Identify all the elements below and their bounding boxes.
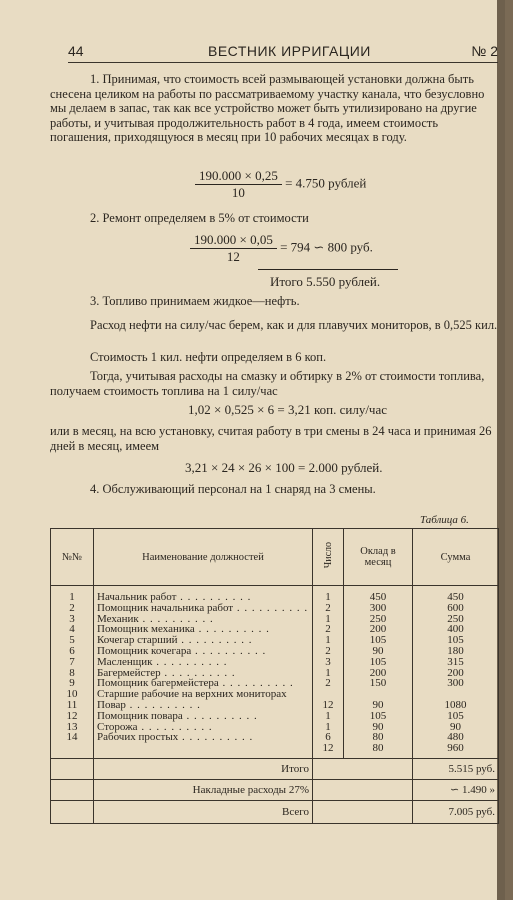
row-count: 2 [325,623,331,636]
row-no: 14 [66,731,78,744]
row-no: 8 [69,666,75,679]
row-sum: 315 [447,655,464,668]
table-header-row [51,529,499,586]
row-count: 3 [325,655,331,668]
summary-row-overhead [51,779,499,800]
row-count: 1 [325,591,331,603]
row-no: 5 [69,634,75,647]
counts-column [313,586,344,759]
row-sum: 960 [447,742,464,755]
row-name: Рабочих простых . . . [97,732,309,743]
names-column [94,586,313,759]
row-no: 6 [69,644,75,657]
total-1: Итого 5.550 рублей. [270,274,381,289]
page-number: 44 [68,43,84,59]
row-salary: 150 [369,677,387,690]
row-no: 13 [66,720,78,733]
row-no: 2 [69,601,75,614]
col-count-label: Число [322,542,334,569]
paragraph-1: 1. Принимая, что стоимость всей размывающей установки должна быть снесена целиком на работы по рассматриваемому участку канала, что безусловно мы делаем в запас, так как все устройство может быть утилизировано на другие работы, и учитывая продолжительность работ в 4 года, имеем стоимость погашения, приходящуюся в месяц при 10 рабочих месяцах в году. [50,72,485,144]
row-name: Помощник начальника работ . . . [97,603,309,614]
paragraph-6: Тогда, учитывая расходы на смазку и обтирку в 2% от стоимости топлива, получаем стоимость топлива на 1 силу/час [50,369,485,398]
row-count: 1 [325,634,331,647]
col-salary-header: Оклад в месяц [344,529,413,586]
total-rule [258,269,398,270]
sums-column [413,586,499,759]
row-sum: 480 [447,731,464,744]
paragraph-2: 2. Ремонт определяем в 5% от стоимости [90,211,309,225]
row-name: Механик . . . [97,614,309,625]
row-name: Кочегар старший . . . [97,635,309,646]
row-sum: 180 [447,644,464,657]
row-salary: 80 [372,742,384,755]
row-sum: 1080 [444,698,467,711]
row-no: 7 [69,655,75,668]
total-label: Всего [94,800,313,823]
row-count: 2 [325,644,331,657]
total-value: 7.005 руб. [413,800,499,823]
row-no: 10 [66,688,78,701]
row-salary: 105 [369,634,387,647]
paragraph-7: или в месяц, на всю установку, считая работу в три смены в 24 часа и принимая 26 дней в месяц, имеем [50,424,492,453]
itogo-value: 5.515 руб. [413,758,499,779]
row-sum: 300 [447,677,464,690]
row-count: 1 [325,709,331,722]
row-count: 6 [325,731,331,744]
row-sum: 600 [447,601,464,614]
equation-3: 1,02 × 0,525 × 6 = 3,21 коп. силу/час [188,402,388,417]
eq1-numerator: 190.000 × 0,25 [195,168,282,185]
row-count: 2 [325,601,331,614]
row-salary: 300 [369,601,387,614]
paragraph-4: Расход нефти на силу/час берем, как и для плавучих мониторов, в 0,525 кил. [90,318,498,332]
numbers-column [51,586,94,759]
row-salary: 200 [369,623,387,636]
row-salary: 250 [369,612,387,625]
eq1-denominator: 10 [231,185,245,200]
row-sum: 400 [447,623,464,636]
overhead-label: Накладные расходы 27% [94,779,313,800]
row-count: 12 [322,742,334,755]
col-count-header [313,529,344,586]
row-salary: 450 [369,591,387,603]
row-name: Помощник кочегара . . . [97,646,309,657]
row-count: 1 [325,666,331,679]
row-salary: 90 [372,698,384,711]
row-name: Помощник повара . . . [97,711,309,722]
row-salary: 105 [369,655,387,668]
eq2-result: = 794 ∽ 800 руб. [280,239,373,255]
row-name: Помощник механика . . . [97,624,309,635]
equation-4: 3,21 × 24 × 26 × 100 = 2.000 рублей. [185,460,383,475]
summary-row-itogo [51,758,499,779]
issue-number: № 2 [471,43,498,59]
paragraph-5: Стоимость 1 кил. нефти определяем в 6 коп. [90,350,327,364]
row-no: 9 [69,677,75,690]
overhead-value: ∽ 1.490 » [413,779,499,800]
row-name: Сторожа . . . [97,722,309,733]
row-name: Повар . . . [97,700,309,711]
paragraph-8: 4. Обслуживающий персонал на 1 снаряд на 3 смены. [90,482,376,496]
eq1-result: = 4.750 рублей [285,175,367,191]
table-caption: Таблица 6. [420,514,469,526]
row-salary: 90 [372,720,384,733]
row-salary: 90 [372,644,384,657]
equation-2 [190,232,373,265]
row-count: 1 [325,720,331,733]
row-no: 3 [69,612,75,625]
row-no: 12 [66,709,78,722]
equation-1 [195,168,366,201]
row-no: 11 [66,698,78,711]
journal-title: ВЕСТНИК ИРРИГАЦИИ [208,43,371,59]
row-name: Начальник работ . . . [97,592,309,603]
col-number-header: №№ [51,529,94,586]
row-count: 2 [325,677,331,690]
row-count: 12 [322,698,334,711]
row-salary: 80 [372,731,384,744]
row-salary: 105 [369,709,387,722]
row-sum: 105 [447,709,464,722]
row-salary: 200 [369,666,387,679]
row-name: Масленщик . . . [97,657,309,668]
row-sum: 250 [447,612,464,625]
paragraph-3: 3. Топливо принимаем жидкое—нефть. [90,294,300,308]
itogo-label: Итого [94,758,313,779]
row-no: 1 [69,591,75,603]
row-sum: 450 [447,591,464,603]
summary-row-total [51,800,499,823]
eq2-denominator: 12 [226,249,240,264]
staff-table [50,528,499,824]
row-count: 1 [325,612,331,625]
eq2-numerator: 190.000 × 0,05 [190,232,277,249]
row-sum: 200 [447,666,464,679]
col-sum-header: Сумма [413,529,499,586]
row-name: Помощник багермейстера . . . [97,678,309,689]
row-sum: 90 [450,720,461,733]
col-name-header: Наименование должностей [94,529,313,586]
running-header [68,40,498,63]
row-name: Багермейстер . . . [97,668,309,679]
row-no: 4 [69,623,75,636]
row-name: Старшие рабочие на верхних мониторах [97,688,287,701]
table-body-row [51,586,499,759]
row-sum: 105 [447,634,464,647]
salaries-column [344,586,413,759]
